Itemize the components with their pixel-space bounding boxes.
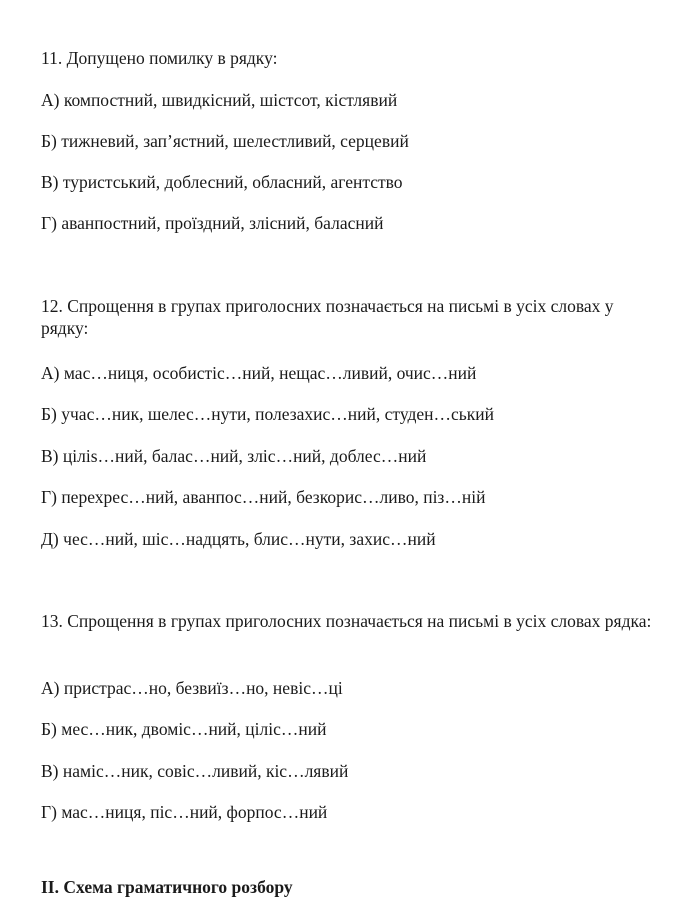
question-13-text: 13. Спрощення в групах приголосних позначається на письмі в усіх словах рядка: [41,611,652,631]
q13-option-b: Б) мес…ник, двоміс…ний, цілic…ний [41,719,327,739]
q13-option-a: А) пристрас…но, безвиїз…но, невіс…ці [41,678,343,698]
q13-option-c: В) наміс…ник, совіс…ливий, кіс…лявий [41,761,349,781]
q13-option-d: Г) мас…ниця, піс…ний, форпос…ний [41,802,328,822]
q12-option-b: Б) учас…ник, шелес…нути, полезахис…ний, студен…ський [41,404,495,424]
q12-option-e: Д) чес…ний, шіс…надцять, блис…нути, захис…ний [41,529,436,549]
q11-option-a: А) компостний, швидкісний, шістсот, кістлявий [41,90,398,110]
q12-option-a: А) мас…ниця, особистіс…ний, нещас…ливий, очис…ний [41,363,477,383]
q12-option-d: Г) перехрес…ний, аванпос…ний, безкорис…ливо, пiз…нiй [41,487,486,507]
section-heading-partial: II. Схема граматичного розбору [41,877,293,897]
q11-option-b: Б) тижневий, зап’ястний, шелестливий, серцевий [41,131,409,151]
question-11-text: 11. Допущено помилку в рядку: [41,48,278,68]
q11-option-d: Г) аванпостний, проїздний, злісний, баласний [41,213,384,233]
question-12-text: 12. Спрощення в групах приголосних позначається на письмі в усіх словах у рядку: [41,296,614,338]
q12-option-c: В) цілis…ний, балас…ний, злic…ний, доблес…ний [41,446,427,466]
q11-option-c: В) туристський, доблесний, обласний, агентство [41,172,403,192]
